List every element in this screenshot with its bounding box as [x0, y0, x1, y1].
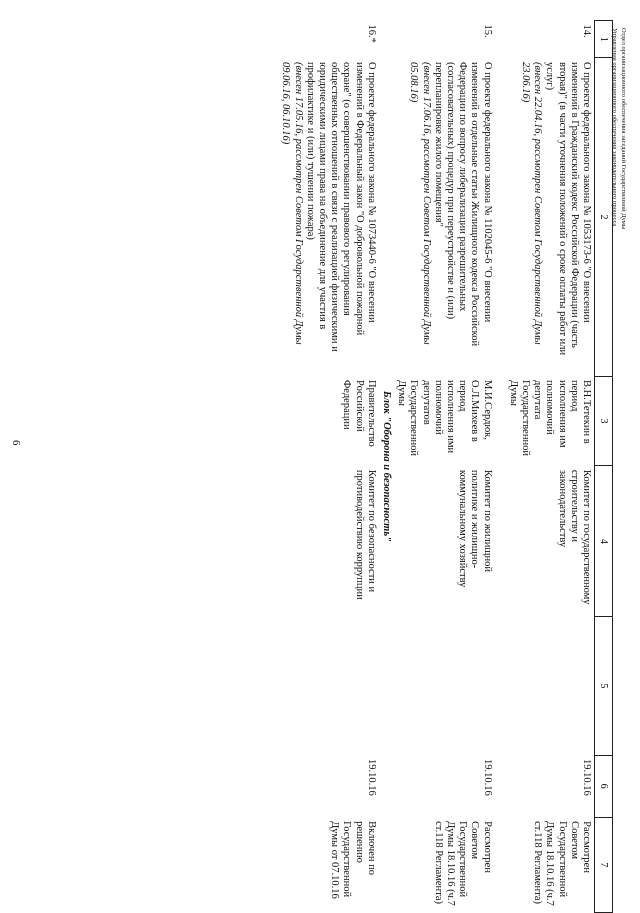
row-number: 15.	[481, 24, 493, 38]
footer-line: Отдел организационного обеспечения заседаний Государственной Думы	[620, 28, 627, 230]
col-header-7: 7	[595, 817, 613, 912]
bill-title: О проекте федерального закона № 1102045-6 "О внесении изменений в отдельные статьи Жилищного кодекса Российской Федерации по вопросу либерализации разрешительных (согласовательных) процедур при переустройстве и (или) перепланировке жилого помещения"	[432, 61, 493, 347]
bill-cell	[506, 58, 595, 376]
row-number: 14.	[581, 24, 592, 38]
status-cell: Рассмотрен Советом Государственной Думы 18.10.16 (ч.7 ст.118 Регламента)	[532, 821, 592, 906]
block-title: Блок "Оборона и безопасность"	[380, 391, 392, 542]
date-cell: 19.10.16	[365, 759, 377, 796]
footer-line: Управления организационного обеспечения законодательного процесса	[611, 28, 618, 227]
bill-cell	[394, 58, 495, 376]
agenda-table	[278, 20, 613, 913]
date-cell: 19.10.16	[481, 759, 493, 796]
bill-note: (внесен 22.04.16, рассмотрен Советом Государственной Думы 23.06.16)	[519, 61, 544, 345]
page-number: 6	[10, 440, 22, 446]
bill-note: (внесен 17.05.16, рассмотрен Советом Государственной Думы 09.06.16, 06.10.16)	[280, 61, 304, 345]
table-row	[506, 21, 595, 913]
table-row	[394, 21, 495, 913]
col-header-6: 6	[595, 755, 613, 817]
committee-cell: Комитет по безопасности и противодействию коррупции	[353, 469, 377, 600]
committee-cell: Комитет по государственному строительству и законодательству	[556, 469, 592, 605]
committee-cell: Комитет по жилищной политике и жилищно-коммунальному хозяйству	[457, 469, 493, 588]
col-header-5: 5	[595, 617, 613, 755]
author-cell: М.И.Сердюк, О.Л.Михеев в период исполнения ими полномочий депутатов Государственной Думы	[396, 380, 493, 456]
col5-cell	[506, 617, 595, 755]
date-cell: 19.10.16	[581, 759, 592, 796]
col5-cell	[394, 617, 495, 755]
table-row	[278, 21, 379, 913]
status-cell: Рассмотрен Советом Государственной Думы 18.10.16 (ч.7 ст.118 Регламента)	[432, 821, 493, 906]
bill-note: (внесен 17.06.16, рассмотрен Советом Государственной Думы 05.08.16)	[408, 61, 432, 345]
author-cell: В.Н.Тетекин в период исполнения им полномочий депутата Государственной Думы	[507, 380, 592, 456]
col-header-4: 4	[595, 466, 613, 617]
status-cell: Включен по решению Государственной Думы от 07.10.16	[329, 821, 377, 899]
bill-title: О проекте федерального закона № 1073440-6 "О внесении изменений в Федеральный закон "О добровольной пожарной охране" (о совершенствовании правового регулирования общественных отношений в связи с реализацией физическими и юридическими лицами права на объединение для участия в профилактике и (или) тушении пожара)	[304, 61, 377, 352]
col-header-3: 3	[595, 376, 613, 466]
bill-title: О проекте федерального закона № 1053173-6 "О внесении изменений в Гражданский кодекс Российской Федерации (часть вторая)" (в части уточнения положений о сроке оплаты работ или услуг)	[544, 61, 592, 356]
col-header-1: 1	[595, 21, 613, 58]
bill-cell	[278, 58, 379, 376]
row-number: 16.*	[365, 24, 377, 43]
col-header-2: 2	[595, 58, 613, 376]
footer	[610, 28, 628, 229]
block-heading-row	[379, 21, 394, 913]
author-cell: Правительство Российской Федерации	[341, 380, 377, 447]
col5-cell	[278, 617, 379, 755]
